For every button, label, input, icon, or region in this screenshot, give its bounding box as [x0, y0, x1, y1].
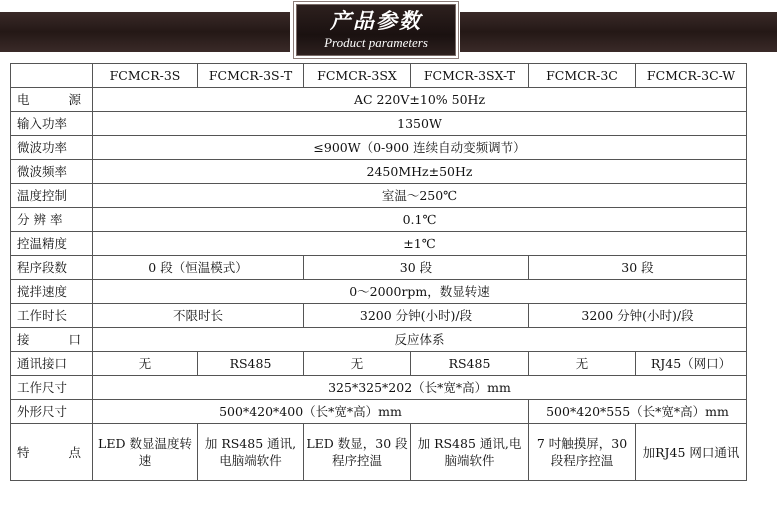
row-value: 0.1℃ [93, 208, 747, 232]
table-row [11, 232, 747, 256]
row-label: 分 辨 率 [11, 208, 93, 232]
row-value: 加RJ45 网口通讯 [636, 424, 747, 481]
corner-cell [11, 64, 93, 88]
model-header: FCMCR-3SX-T [411, 64, 529, 88]
table-row [11, 376, 747, 400]
table-row [11, 400, 747, 424]
row-value: 室温～250℃ [93, 184, 747, 208]
row-value: LED 数显，30 段程序控温 [304, 424, 411, 481]
row-value: ≤900W（0-900 连续自动变频调节） [93, 136, 747, 160]
table-row [11, 160, 747, 184]
row-label: 电 源 [11, 88, 93, 112]
table-row [11, 88, 747, 112]
row-value: 30 段 [529, 256, 747, 280]
row-value: ±1℃ [93, 232, 747, 256]
table-row [11, 304, 747, 328]
row-value: 无 [529, 352, 636, 376]
row-value: 7 吋触摸屏，30 段程序控温 [529, 424, 636, 481]
table-row [11, 280, 747, 304]
page-title: 产品参数 [330, 9, 422, 33]
row-value: 反应体系 [93, 328, 747, 352]
row-label: 输入功率 [11, 112, 93, 136]
title-plate [296, 4, 456, 56]
row-label: 温度控制 [11, 184, 93, 208]
row-value: 加 RS485 通讯,电脑端软件 [198, 424, 304, 481]
row-value: 无 [304, 352, 411, 376]
row-value: 30 段 [304, 256, 529, 280]
header-banner [0, 0, 777, 60]
spec-table [10, 63, 747, 481]
row-value: RJ45（网口） [636, 352, 747, 376]
row-label: 微波频率 [11, 160, 93, 184]
row-label: 工作尺寸 [11, 376, 93, 400]
row-value: 500*420*555（长*宽*高）mm [529, 400, 747, 424]
row-label: 特 点 [11, 424, 93, 481]
row-value: 500*420*400（长*宽*高）mm [93, 400, 529, 424]
row-value: 0 段（恒温模式） [93, 256, 304, 280]
row-value: 1350W [93, 112, 747, 136]
row-value: RS485 [198, 352, 304, 376]
model-header: FCMCR-3S-T [198, 64, 304, 88]
row-value: 3200 分钟(小时)/段 [529, 304, 747, 328]
table-row [11, 256, 747, 280]
page-subtitle: Product parameters [324, 35, 428, 50]
table-row-models [11, 64, 747, 88]
row-label: 搅拌速度 [11, 280, 93, 304]
row-label: 控温精度 [11, 232, 93, 256]
row-value: 3200 分钟(小时)/段 [304, 304, 529, 328]
table-row [11, 208, 747, 232]
row-value: AC 220V±10% 50Hz [93, 88, 747, 112]
row-label: 通讯接口 [11, 352, 93, 376]
row-value: RS485 [411, 352, 529, 376]
row-value: 0～2000rpm，数显转速 [93, 280, 747, 304]
row-value: 加 RS485 通讯,电脑端软件 [411, 424, 529, 481]
row-label: 接 口 [11, 328, 93, 352]
model-header: FCMCR-3SX [304, 64, 411, 88]
table-row [11, 328, 747, 352]
model-header: FCMCR-3C-W [636, 64, 747, 88]
table-row [11, 424, 747, 481]
model-header: FCMCR-3S [93, 64, 198, 88]
table-row [11, 184, 747, 208]
row-label: 微波功率 [11, 136, 93, 160]
row-label: 程序段数 [11, 256, 93, 280]
row-value: 325*325*202（长*宽*高）mm [93, 376, 747, 400]
row-label: 工作时长 [11, 304, 93, 328]
row-value: 不限时长 [93, 304, 304, 328]
table-row [11, 136, 747, 160]
table-row [11, 112, 747, 136]
model-header: FCMCR-3C [529, 64, 636, 88]
row-value: 无 [93, 352, 198, 376]
row-value: 2450MHz±50Hz [93, 160, 747, 184]
row-label: 外形尺寸 [11, 400, 93, 424]
row-value: LED 数显温度转速 [93, 424, 198, 481]
table-row [11, 352, 747, 376]
